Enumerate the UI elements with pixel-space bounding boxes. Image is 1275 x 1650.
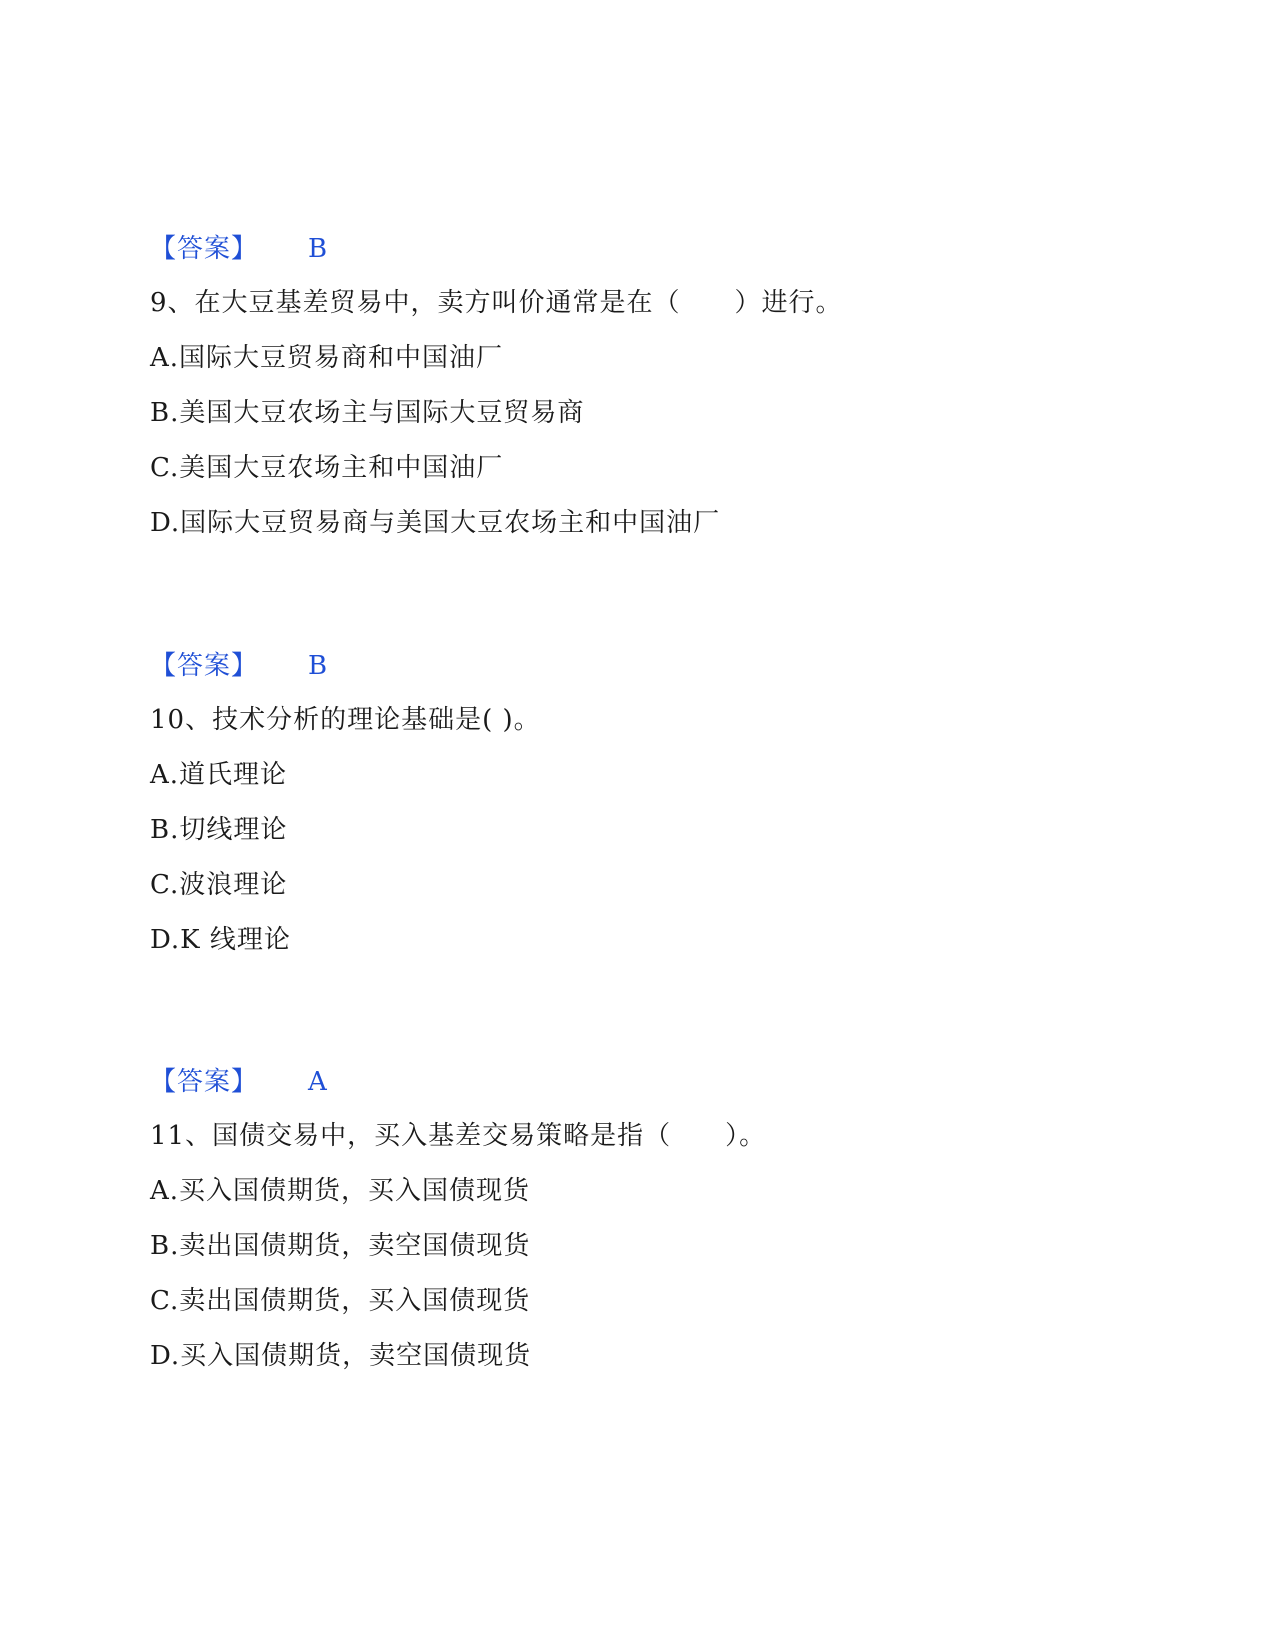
option-c: C.卖出国债期货，买入国债现货: [150, 1286, 531, 1316]
answer-value: B: [308, 234, 329, 264]
answer-value: B: [308, 651, 329, 681]
option-a: A.买入国债期货，买入国债现货: [150, 1176, 531, 1206]
question-text: 10、技术分析的理论基础是( )。: [150, 705, 541, 735]
option-b: B.美国大豆农场主与国际大豆贸易商: [150, 398, 585, 428]
option-a: A.道氏理论: [150, 760, 288, 790]
option-d: D.国际大豆贸易商与美国大豆农场主和中国油厂: [150, 508, 721, 538]
option-b: B.切线理论: [150, 815, 288, 845]
answer-tag: 【答案】: [150, 1067, 259, 1097]
answer-tag: 【答案】: [150, 234, 259, 264]
option-b: B.卖出国债期货，卖空国债现货: [150, 1231, 531, 1261]
answer-tag: 【答案】: [150, 651, 259, 681]
answer-line: [150, 1066, 1150, 1098]
option-c: C.美国大豆农场主和中国油厂: [150, 453, 504, 483]
question-text: 9、在大豆基差贸易中，卖方叫价通常是在（ ）进行。: [150, 288, 843, 318]
answer-line: [150, 650, 1150, 682]
option-a: A.国际大豆贸易商和中国油厂: [150, 343, 504, 373]
option-d: D.买入国债期货，卖空国债现货: [150, 1341, 532, 1371]
answer-question-block-3: [150, 1066, 1150, 1372]
answer-question-block-1: [150, 233, 1150, 539]
answer-question-block-2: [150, 650, 1150, 956]
question-text: 11、国债交易中，买入基差交易策略是指（ ）。: [150, 1121, 767, 1151]
option-c: C.波浪理论: [150, 870, 288, 900]
answer-value: A: [308, 1067, 328, 1097]
option-d: D.K 线理论: [150, 925, 291, 955]
answer-line: [150, 233, 1150, 265]
